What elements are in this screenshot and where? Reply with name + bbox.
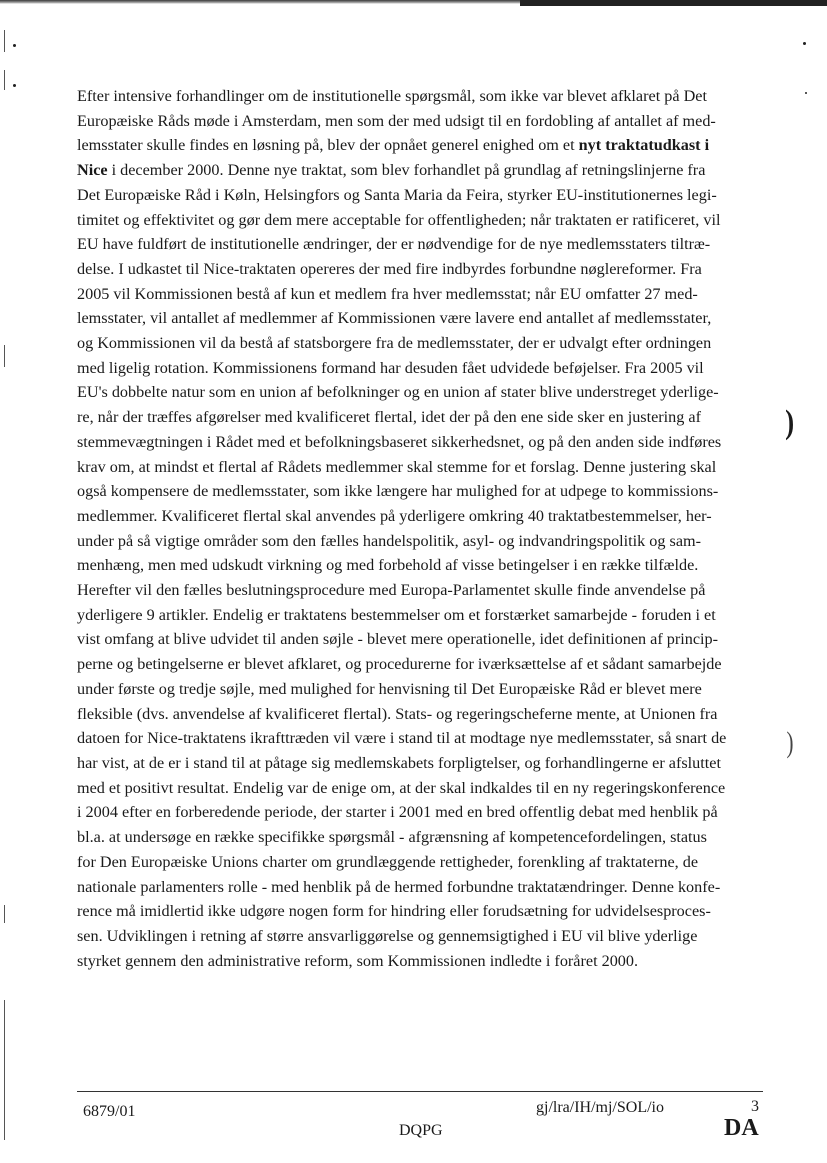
body-paragraph	[77, 84, 755, 973]
margin-dot	[805, 92, 807, 94]
text-line: for Den Europæiske Unions charter om grundlæggende rettigheder, forenkling af traktaterne, de	[77, 852, 699, 871]
text-line: har vist, at de er i stand til at påtage sig medlemskabets forpligtelser, og forhandlingerne er afsluttet	[77, 753, 721, 772]
text-line: EU have fuldført de institutionelle ændringer, der er nødvendige for de nye medlemsstaters tiltræ-	[77, 235, 711, 254]
text-line: under på så vigtige områder som den fælles handelspolitik, asyl- og indvandringspolitik og sam-	[77, 531, 702, 550]
margin-dot	[803, 42, 806, 45]
margin-bracket-lower: )	[786, 726, 794, 759]
text-line: Nice i december 2000. Denne nye traktat, som blev forhandlet på grundlag af retningslinjerne fra	[77, 161, 706, 180]
text-line: lemsstater skulle findes en løsning på, blev der opnået generel enighed om et nyt traktatudkast i	[77, 136, 710, 155]
text-line: EU's dobbelte natur som en union af befolkninger og en union af stater blive understreget yderlige-	[77, 383, 719, 402]
author-initials: gj/lra/IH/mj/SOL/io	[536, 1099, 664, 1116]
margin-dot	[13, 44, 16, 47]
text-line: under første og tredje søjle, med mulighed for henvisning til Det Europæiske Råd er blevet mere	[77, 679, 702, 698]
text-line: delse. I udkastet til Nice-traktaten opereres der med fire indbyrdes forbundne nøglereformer. Fra	[77, 259, 702, 278]
text-line: med et positivt resultat. Endelig var de enige om, at der skal indkaldes til en ny regeringskonference	[77, 778, 726, 797]
left-margin-mark	[4, 905, 5, 923]
text-line: sen. Udviklingen i retning af større ansvarliggørelse og gennemsigtighed i EU vil blive yderlige	[77, 926, 698, 945]
text-line: i 2004 efter en forberedende periode, der starter i 2001 med en bred offentlig debat med henblik på	[77, 803, 718, 822]
text-line: datoen for Nice-traktatens ikrafttræden vil være i stand til at modtage nye medlemsstater, så snart de	[77, 729, 727, 748]
margin-dot	[13, 84, 16, 87]
text-line: perne og betingelserne er blevet afklaret, og procedurerne for iværksættelse af et sådant samarbejde	[77, 655, 722, 674]
text-line: styrket gennem den administrative reform, som Kommissionen indledte i foråret 2000.	[77, 951, 639, 970]
bold-phrase: Nice	[77, 161, 108, 180]
department-code: DQPG	[399, 1122, 443, 1139]
text-line: Efter intensive forhandlinger om de institutionelle spørgsmål, som ikke var blevet afklaret på Det	[77, 87, 707, 105]
text-line: Det Europæiske Råd i Køln, Helsingfors og Santa Maria da Feira, styrker EU-institutionernes legi-	[77, 185, 717, 204]
text-line: medlemmer. Kvalificeret flertal skal anvendes på yderligere omkring 40 traktatbestemmelser, her-	[77, 506, 712, 525]
text-line: rence må imidlertid ikke udgøre nogen form for hindring eller forudsætning for udvidelsesproces-	[77, 902, 711, 921]
text-line: nationale parlamenters rolle - med henblik på de hermed forbundne traktatændringer. Denne konfe-	[77, 877, 721, 896]
scan-top-edge-dark	[520, 0, 827, 6]
text-line: stemmevægtningen i Rådet med et befolkningsbaseret sikkerhedsnet, og på den anden side indføres	[77, 432, 722, 451]
text-line: med ligelig rotation. Kommissionens formand har desuden fået udvidede beføjelser. Fra 2005 vil	[77, 358, 704, 377]
left-margin-mark	[4, 1000, 5, 1140]
text-line: menhæng, men med udskudt virkning og med forbehold af visse betingelser i en række tilfælde.	[77, 556, 699, 575]
text-line: vist omfang at blive udvidet til anden søjle - blevet mere operationelle, idet definitionen af princip-	[77, 630, 719, 649]
text-line: bl.a. at undersøge en række specifikke spørgsmål - afgrænsning af kompetencefordelingen, status	[77, 828, 707, 847]
text-line: fleksible (dvs. anvendelse af kvalificeret flertal). Stats- og regeringscheferne mente, at Unionen fra	[77, 704, 718, 723]
text-line: re, når der træffes afgørelser med kvalificeret flertal, idet der på den ene side sker en justering af	[77, 408, 701, 427]
page-number: 3	[751, 1098, 759, 1115]
language-code: DA	[724, 1115, 759, 1141]
text-line: timitet og effektivitet og gør dem mere acceptable for offentligheden; når traktaten er ratificeret, vil	[77, 210, 721, 229]
text-line: 2005 vil Kommissionen bestå af kun et medlem fra hver medlemsstat; når EU omfatter 27 med-	[77, 284, 698, 303]
margin-bracket-upper: )	[785, 404, 795, 441]
bold-phrase: nyt traktatudkast i	[578, 136, 710, 155]
text-line: og Kommissionen vil da bestå af statsborgere fra de medlemsstater, der er udvalgt efter ordningen	[77, 334, 712, 353]
text-line: Herefter vil den fælles beslutningsprocedure med Europa-Parlamentet skulle finde anvendelse på	[77, 581, 706, 600]
text-line: Europæiske Råds møde i Amsterdam, men som der med udsigt til en fordobling af antallet af med-	[77, 111, 716, 130]
text-line: yderligere 9 artikler. Endelig er traktatens bestemmelser om et forstærket samarbejde - foruden i et	[77, 605, 716, 624]
left-margin-mark	[4, 70, 5, 90]
left-margin-mark	[4, 30, 5, 52]
footer-rule	[77, 1091, 763, 1092]
text-line: også kompensere de medlemsstater, som ikke længere har mulighed for at udpege to kommissions-	[77, 482, 719, 501]
left-margin-mark	[4, 345, 5, 367]
text-line: lemsstater, vil antallet af medlemmer af Kommissionen være lavere end antallet af medlemsstater,	[77, 309, 712, 328]
text-line: krav om, at mindst et flertal af Rådets medlemmer skal stemme for et forslag. Denne justering skal	[77, 457, 717, 476]
document-number: 6879/01	[83, 1103, 136, 1120]
